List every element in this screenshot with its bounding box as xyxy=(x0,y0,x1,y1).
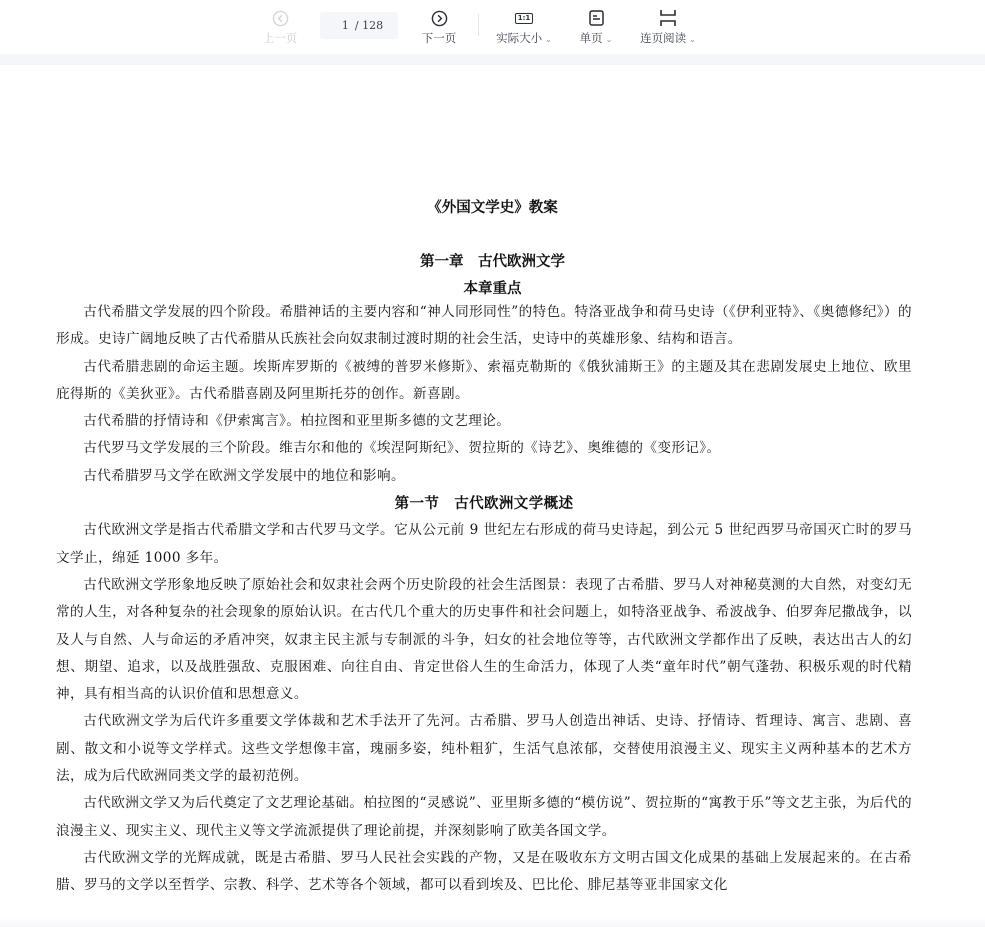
prev-page-button[interactable] xyxy=(262,8,298,48)
paragraph: 古代欧洲文学是指古代希腊文学和古代罗马文学。它从公元前 9 世纪左右形成的荷马史诗起，到公元 5 世纪西罗马帝国灭亡时的罗马文学止，绵延 1000 多年。 xyxy=(56,522,912,566)
current-page-input[interactable] xyxy=(335,19,349,32)
page-indicator xyxy=(320,12,398,39)
paragraph: 古代希腊悲剧的命运主题。埃斯库罗斯的《被缚的普罗米修斯》、索福克勒斯的《俄狄浦斯王》的主题及其在悲剧发展史上地位、欧里庇得斯的《美狄亚》。古代希腊喜剧及阿里斯托芬的创作。新喜剧。 xyxy=(56,358,912,402)
actual-size-button[interactable] xyxy=(493,8,555,48)
actual-size-label-wrap xyxy=(496,30,552,46)
single-page-label-wrap xyxy=(580,30,613,46)
chapter-heading: 第一章 古代欧洲文学 xyxy=(420,253,565,270)
actual-size-label: 实际大小 xyxy=(496,31,543,45)
continuous-reading-label: 连页阅读 xyxy=(640,31,687,45)
chevron-down-icon: ⌄ xyxy=(689,35,696,44)
paragraph: 古代希腊的抒情诗和《伊索寓言》。柏拉图和亚里斯多德的文艺理论。 xyxy=(83,413,511,430)
toolbar-shadow-band xyxy=(0,54,985,65)
paragraph: 古代欧洲文学形象地反映了原始社会和奴隶社会两个历史阶段的社会生活图景：表现了古希腊、罗马人对神秘莫测的大自然，对变幻无常的人生，对各种复杂的社会现象的原始认识。在古代几个重大的历史事件和社会问题上，如特洛亚战争、希波战争、伯罗奔尼撒战争，以及人与自然、人与命运的矛盾冲突，奴隶主民主派与专制派的斗争，妇女的社会地位等等，古代欧洲文学都作出了反映，表达出古人的幻想、期望、追求，以及战胜强敌、克服困难、向往自由、肯定世俗人生的生命活力，体现了人类“童年时代”朝气蓬勃、积极乐观的时代精神，具有相当高的认识价值和思想意义。 xyxy=(56,576,912,703)
toolbar-divider xyxy=(478,14,479,36)
continuous-label-wrap xyxy=(640,30,696,46)
next-page-button[interactable] xyxy=(420,8,458,48)
paragraph: 古代罗马文学发展的三个阶段。维吉尔和他的《埃涅阿斯纪》、贺拉斯的《诗艺》、奥维德的《变形记》。 xyxy=(83,440,721,457)
document-page xyxy=(0,65,985,927)
actual-size-icon-text: 1:1 xyxy=(515,13,534,24)
single-page-icon xyxy=(589,8,604,28)
section-heading: 第一节 古代欧洲文学概述 xyxy=(394,495,574,513)
paragraph: 古代希腊文学发展的四个阶段。希腊神话的主要内容和“神人同形同性”的特色。特洛亚战争和荷马史诗（《伊利亚特》、《奥德修纪》）的形成。史诗广阔地反映了古代希腊从氏族社会向奴隶制过渡时期的社会生活，史诗中的英雄形象、结构和语言。 xyxy=(56,304,912,348)
paragraph: 古代希腊罗马文学在欧洲文学发展中的地位和影响。 xyxy=(83,467,406,484)
actual-size-icon xyxy=(515,8,534,28)
prev-page-label: 上一页 xyxy=(262,31,298,45)
reader-toolbar xyxy=(0,0,985,54)
single-page-button[interactable] xyxy=(577,8,615,48)
chevron-right-circle-icon xyxy=(431,8,448,28)
paragraph: 古代欧洲文学又为后代奠定了文艺理论基础。柏拉图的“灵感说”、亚里斯多德的“模仿说”、贺拉斯的“寓教于乐”等文艺主张，为后代的浪漫主义、现实主义、现代主义等文学流派提供了理论前提，并深刻影响了欧美各国文学。 xyxy=(56,795,912,839)
paragraph: 古代欧洲文学的光辉成就，既是古希腊、罗马人民社会实践的产物，又是在吸收东方文明古国文化成果的基础上发展起来的。在古希腊、罗马的文学以至哲学、宗教、科学、艺术等各个领域，都可以看到埃及、巴比伦、腓尼基等亚非国家文化 xyxy=(56,849,912,894)
chevron-left-circle-icon xyxy=(272,8,289,28)
focus-heading: 本章重点 xyxy=(463,280,522,297)
chevron-down-icon: ⌄ xyxy=(605,35,613,44)
page-bottom-fade xyxy=(0,917,985,927)
paragraph: 古代欧洲文学为后代许多重要文学体裁和艺术手法开了先河。古希腊、罗马人创造出神话、史诗、抒情诗、哲理诗、寓言、悲剧、喜剧、散文和小说等文学样式。这些文学想像丰富，瑰丽多姿，纯朴粗犷，生活气息浓郁，交替使用浪漫主义、现实主义两种基本的艺术方法，成为后代欧洲同类文学的最初范例。 xyxy=(56,713,912,785)
document-body xyxy=(56,299,912,900)
next-page-label: 下一页 xyxy=(421,31,457,45)
document-title: 《外国文学史》教案 xyxy=(427,199,558,216)
chevron-down-icon: ⌄ xyxy=(545,35,552,44)
continuous-reading-button[interactable] xyxy=(638,8,698,48)
total-pages: / 128 xyxy=(354,19,384,32)
continuous-page-icon xyxy=(659,8,677,28)
single-page-label: 单页 xyxy=(579,31,603,45)
